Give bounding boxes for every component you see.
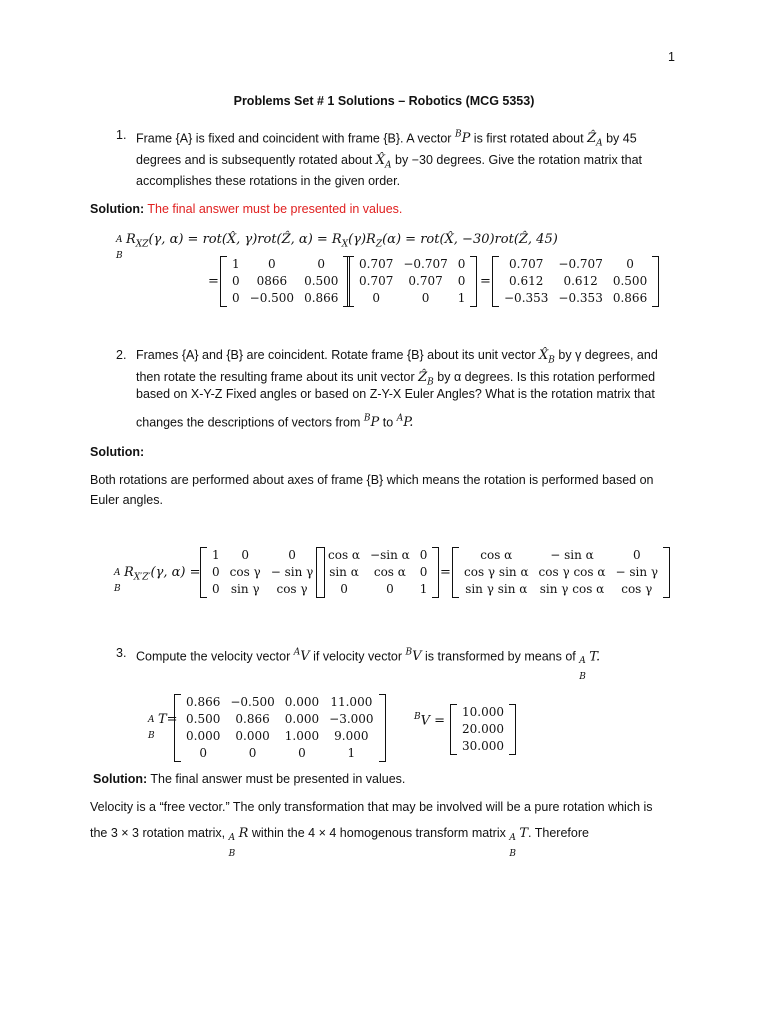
solution-2-matrix-2-cell: 0 bbox=[419, 565, 428, 579]
problem-1-number: 1. bbox=[116, 128, 127, 142]
solution-2-matrix-3 bbox=[452, 547, 670, 598]
transform-matrix-cell: 0.866 bbox=[186, 695, 221, 709]
solution-2-matrix-3-cell: cos γ sin α bbox=[464, 565, 529, 579]
transform-matrix-row bbox=[181, 711, 379, 728]
solution-1-matrix-1-row bbox=[227, 290, 343, 307]
solution-2-matrix-1-cell: 0 bbox=[212, 565, 220, 579]
transform-matrix-cell: −3.000 bbox=[329, 712, 374, 726]
problem-1-line-3: accomplishes these rotations in the given order. bbox=[136, 174, 401, 188]
solution-2-matrix-3-cell: cos α bbox=[480, 548, 513, 562]
problem-3-line-1: Compute the velocity vector $^A$V if velocity vector $^B$V is transformed by means of A B T. bbox=[136, 648, 601, 683]
solution-2-matrix-3-cell: sin γ cos α bbox=[539, 582, 605, 596]
solution-1-matrix-2-cell: 0 bbox=[457, 257, 466, 271]
solution-1-matrix-3-cell: 0.707 bbox=[509, 257, 544, 271]
solution-1-matrix-2-cell: −0.707 bbox=[403, 257, 448, 271]
solution-1-matrix-2-row bbox=[354, 273, 470, 290]
solution-1-equals-1: = bbox=[208, 274, 219, 289]
solution-1-matrix-3-cell: −0.353 bbox=[558, 291, 603, 305]
solution-2-matrix-2-cell: 0 bbox=[386, 582, 394, 596]
solution-2-para-1: Both rotations are performed about axes of frame {B} which means the rotation is performed based on bbox=[90, 473, 654, 487]
solution-1-matrix-1-row bbox=[227, 256, 343, 273]
solution-3-para-2: the 3 × 3 rotation matrix, A B R within the 4 × 4 homogenous transform matrix A B T. Therefore bbox=[90, 826, 589, 859]
solution-2-matrix-3-row bbox=[459, 547, 663, 564]
solution-2-heading: Solution: bbox=[90, 445, 145, 459]
solution-1-matrix-1-cell: 0 bbox=[317, 257, 326, 271]
velocity-label: $^B$V = bbox=[414, 712, 446, 729]
transform-matrix-cell: −0.500 bbox=[230, 695, 275, 709]
transform-matrix-row bbox=[181, 694, 379, 711]
solution-1-matrix-1-cell: 0.866 bbox=[304, 291, 339, 305]
solution-1-matrix-1-row bbox=[227, 273, 343, 290]
problem-2-line-3: based on X-Y-Z Fixed angles or based on Z-Y-X Euler Angles? What is the rotation matrix that bbox=[136, 387, 655, 401]
solution-1-equation: A B $R_{XZ}(\gamma$, α) = rot(X̂, γ)rot(Ẑ, $\alpha) = R_X(\gamma)R_Z(\alpha)$ = rot(X̂, −30)rot(Ẑ, 45) bbox=[116, 232, 558, 261]
solution-2-matrix-2-row bbox=[323, 564, 432, 581]
transform-matrix-cell: 9.000 bbox=[334, 729, 369, 743]
solution-1-matrix-2-cell: 0.707 bbox=[408, 274, 443, 288]
solution-1-matrix-2-row bbox=[354, 290, 470, 307]
solution-1-matrix-3-row bbox=[499, 273, 652, 290]
solution-2-matrix-1-cell: cos γ bbox=[276, 582, 308, 596]
solution-2-matrix-3-cell: − sin γ bbox=[615, 565, 659, 579]
solution-2-matrix-1 bbox=[200, 547, 325, 598]
transform-matrix-row bbox=[181, 728, 379, 745]
solution-2-matrix-3-cell: 0 bbox=[632, 548, 641, 562]
solution-2-matrix-2-cell: 1 bbox=[419, 582, 428, 596]
velocity-vector bbox=[450, 704, 516, 755]
solution-2-matrix-2-cell: sin α bbox=[329, 565, 359, 579]
solution-1-matrix-3-cell: 0.500 bbox=[612, 274, 648, 288]
solution-1-matrix-2 bbox=[347, 256, 477, 307]
transform-matrix-cell: 1.000 bbox=[284, 729, 320, 743]
problem-2-line-2: then rotate the resulting frame about its unit vector Ẑ$_B$ by α degrees. Is this rotation performed bbox=[136, 370, 656, 388]
solution-2-matrix-2-cell: 0 bbox=[340, 582, 348, 596]
solution-2-matrix-1-row bbox=[207, 564, 318, 581]
solution-1-matrix-3-cell: 0.612 bbox=[509, 274, 544, 288]
solution-1-matrix-2-row bbox=[354, 256, 470, 273]
transform-matrix-cell: 0.000 bbox=[284, 712, 320, 726]
transform-matrix-cell: 0 bbox=[298, 746, 306, 760]
solution-2-matrix-1-cell: 0 bbox=[241, 548, 249, 562]
solution-1-matrix-3-cell: 0.866 bbox=[612, 291, 648, 305]
transform-matrix-cell: 0.000 bbox=[235, 729, 270, 743]
solution-2-matrix-3-cell: cos γ bbox=[621, 582, 653, 596]
transform-matrix-cell: 0.866 bbox=[235, 712, 270, 726]
transform-matrix-cell: 0.500 bbox=[186, 712, 221, 726]
solution-1-matrix-2-cell: 0 bbox=[457, 274, 466, 288]
solution-2-matrix-2-cell: cos α bbox=[373, 565, 406, 579]
velocity-vector-row bbox=[457, 704, 509, 721]
solution-2-matrix-1-row bbox=[207, 547, 318, 564]
transform-matrix bbox=[174, 694, 386, 762]
solution-1-matrix-3-cell: 0.612 bbox=[563, 274, 598, 288]
solution-2-matrix-2-row bbox=[323, 581, 432, 598]
velocity-vector-cell: 30.000 bbox=[462, 739, 504, 753]
transform-matrix-cell: 0.000 bbox=[186, 729, 221, 743]
solution-1-matrix-3-cell: −0.707 bbox=[558, 257, 603, 271]
problem-1-line-2: degrees and is subsequently rotated about $X̂_A$ by −30 degrees. Give the rotation matrix that bbox=[136, 153, 643, 171]
solution-2-matrix-1-cell: 0 bbox=[288, 548, 296, 562]
problem-2-number: 2. bbox=[116, 348, 127, 362]
transform-matrix-cell: 0.000 bbox=[284, 695, 320, 709]
solution-1-matrix-1 bbox=[220, 256, 350, 307]
problem-3-number: 3. bbox=[116, 646, 127, 660]
solution-1-heading: Solution: The final answer must be presented in values. bbox=[90, 202, 403, 216]
transform-matrix-cell: 1 bbox=[347, 746, 356, 760]
solution-3-para-1: Velocity is a “free vector.” The only transformation that may be involved will be a pure rotation which is bbox=[90, 800, 653, 814]
solution-2-matrix-3-row bbox=[459, 581, 663, 598]
solution-2-matrix-1-cell: sin γ bbox=[230, 582, 260, 596]
velocity-vector-row bbox=[457, 738, 509, 755]
solution-1-matrix-1-cell: 0866 bbox=[256, 274, 288, 288]
solution-2-equals: = bbox=[440, 565, 451, 580]
page-number: 1 bbox=[668, 50, 675, 64]
solution-2-matrix-1-cell: − sin γ bbox=[270, 565, 314, 579]
solution-1-matrix-3-row bbox=[499, 256, 652, 273]
transform-matrix-cell: 0 bbox=[199, 746, 207, 760]
solution-1-matrix-1-cell: 0 bbox=[268, 257, 276, 271]
solution-2-matrix-1-row bbox=[207, 581, 318, 598]
solution-1-matrix-3 bbox=[492, 256, 659, 307]
solution-1-matrix-3-cell: 0 bbox=[626, 257, 634, 271]
solution-2-matrix-3-cell: − sin α bbox=[550, 548, 594, 562]
transform-matrix-cell: 11.000 bbox=[330, 695, 373, 709]
solution-2-matrix-2 bbox=[316, 547, 439, 598]
solution-2-matrix-1-cell: 1 bbox=[212, 548, 220, 562]
solution-2-matrix-1-cell: cos γ bbox=[229, 565, 261, 579]
solution-2-matrix-3-cell: sin γ sin α bbox=[465, 582, 528, 596]
solution-3-heading: Solution: The final answer must be presented in values. bbox=[93, 772, 406, 786]
solution-1-matrix-2-cell: 0 bbox=[372, 291, 380, 305]
solution-1-matrix-2-cell: 0 bbox=[421, 291, 430, 305]
solution-1-matrix-1-cell: −0.500 bbox=[249, 291, 295, 305]
solution-2-matrix-3-row bbox=[459, 564, 663, 581]
solution-2-matrix-2-cell: 0 bbox=[419, 548, 428, 562]
problem-2-line-1: Frames {A} and {B} are coincident. Rotate frame {B} about its unit vector $X̂_B$ by γ degrees, and bbox=[136, 348, 658, 366]
solution-1-matrix-1-cell: 1 bbox=[232, 257, 240, 271]
solution-1-matrix-2-cell: 0.707 bbox=[359, 257, 394, 271]
solution-2-matrix-2-cell: −sin α bbox=[370, 548, 410, 562]
solution-2-matrix-3-cell: cos γ cos α bbox=[538, 565, 606, 579]
solution-1-matrix-3-cell: −0.353 bbox=[504, 291, 549, 305]
solution-1-matrix-2-cell: 0.707 bbox=[359, 274, 394, 288]
solution-1-matrix-1-cell: 0 bbox=[232, 274, 240, 288]
problem-2-line-4: changes the descriptions of vectors from $^B$P to $^A$P. bbox=[136, 414, 414, 431]
transform-matrix-cell: 0 bbox=[248, 746, 257, 760]
solution-1-matrix-1-cell: 0.500 bbox=[304, 274, 339, 288]
solution-2-matrix-2-row bbox=[323, 547, 432, 564]
page-title: Problems Set # 1 Solutions – Robotics (MCG 5353) bbox=[233, 94, 535, 108]
transform-matrix-row bbox=[181, 745, 379, 762]
solution-2-matrix-2-cell: cos α bbox=[328, 548, 361, 562]
velocity-vector-cell: 10.000 bbox=[462, 705, 504, 719]
solution-1-matrix-2-cell: 1 bbox=[457, 291, 466, 305]
velocity-vector-cell: 20.000 bbox=[462, 722, 504, 736]
solution-2-lhs: A B $R_{X'Z'}(\gamma$, α) = bbox=[114, 565, 201, 594]
solution-1-equals-2: = bbox=[480, 274, 491, 289]
solution-1-matrix-1-cell: 0 bbox=[232, 291, 240, 305]
transform-label: A B T= bbox=[148, 712, 178, 741]
solution-2-matrix-1-cell: 0 bbox=[212, 582, 220, 596]
problem-1-line-1: Frame {A} is fixed and coincident with frame {B}. A vector $^B$P is first rotated about Ẑ$_A$ by 45 bbox=[136, 130, 637, 149]
velocity-vector-row bbox=[457, 721, 509, 738]
solution-2-para-2: Euler angles. bbox=[90, 493, 163, 507]
solution-1-matrix-3-row bbox=[499, 290, 652, 307]
